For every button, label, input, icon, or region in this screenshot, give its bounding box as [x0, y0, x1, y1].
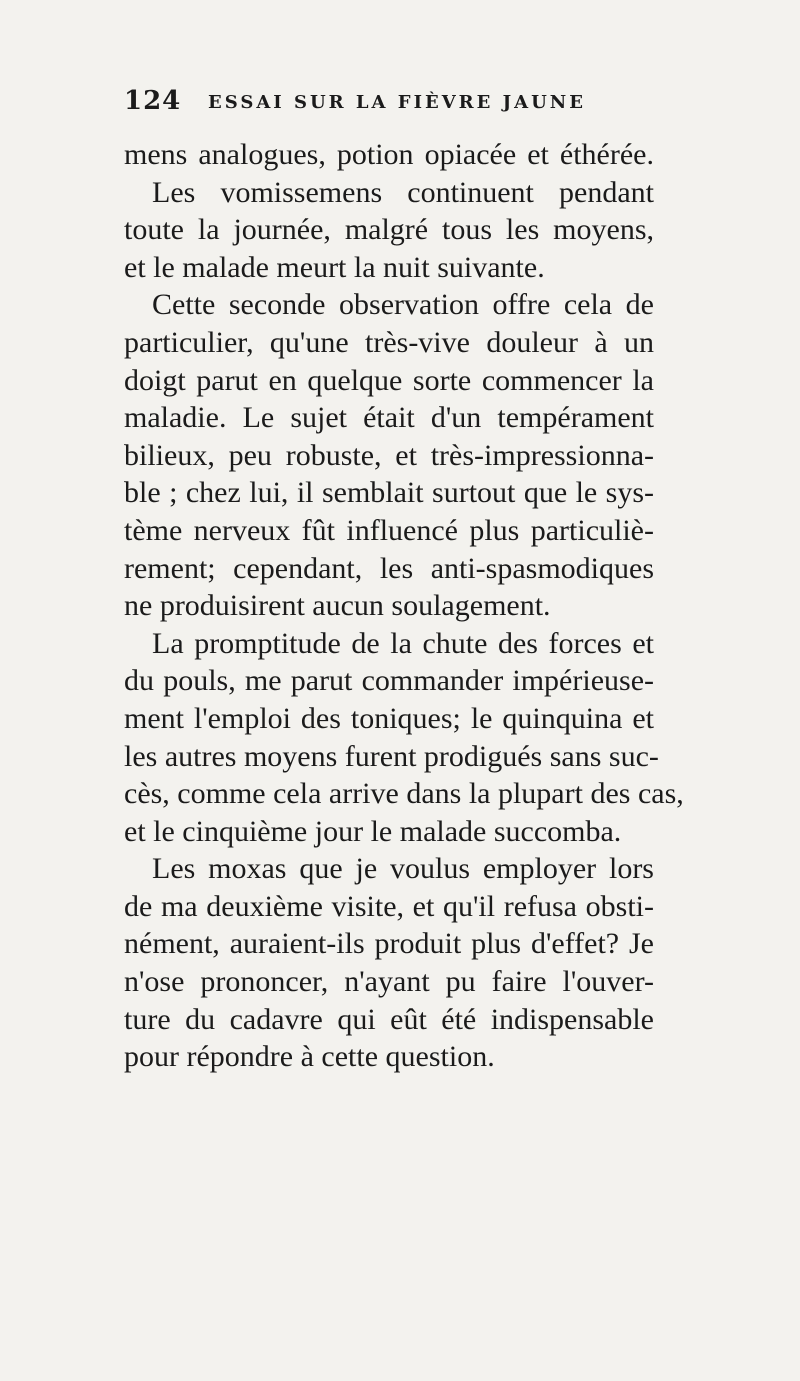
text-line: n'ose prononcer, n'ayant pu faire l'ouver-	[124, 965, 654, 999]
running-header	[124, 86, 644, 126]
text-line: ble ; chez lui, il semblait surtout que le sys-	[124, 476, 654, 510]
text-line: ne produisirent aucun soulagement.	[124, 589, 551, 623]
running-title: ESSAI SUR LA FIÈVRE JAUNE	[208, 92, 586, 113]
text-line: Les vomissemens continuent pendant	[152, 175, 654, 209]
text-line: mens analogues, potion opiacée et éthérée.	[124, 138, 654, 171]
text-line: cès, comme cela arrive dans la plupart des cas,	[124, 777, 684, 811]
text-line: doigt parut en quelque sorte commencer la	[124, 363, 654, 397]
text-line: et le cinquième jour le malade succomba.	[124, 814, 622, 848]
text-line: tème nerveux fût influencé plus particuliè-	[124, 513, 654, 547]
text-line: pour répondre à cette question.	[124, 1040, 495, 1074]
page-number: 124	[124, 86, 182, 116]
text-line: ture du cadavre qui eût été indispensable	[124, 1002, 654, 1036]
text-line: Les moxas que je voulus employer lors	[152, 852, 654, 886]
text-line: rement; cependant, les anti-spasmodiques	[124, 551, 654, 585]
text-line: Cette seconde observation offre cela de	[152, 288, 654, 322]
text-line: bilieux, peu robuste, et très-impressionna-	[124, 438, 654, 472]
text-line: ment l'emploi des toniques; le quinquina et	[124, 701, 654, 735]
text-line: et le malade meurt la nuit suivante.	[124, 250, 545, 284]
text-line: nément, auraient-ils produit plus d'effet? Je	[124, 927, 654, 961]
body-text	[124, 136, 684, 1076]
text-line: toute la journée, malgré tous les moyens,	[124, 213, 654, 247]
text-line: La promptitude de la chute des forces et	[152, 626, 654, 660]
text-line: de ma deuxième visite, et qu'il refusa obsti-	[124, 889, 654, 923]
text-line: particulier, qu'une très-vive douleur à un	[124, 325, 654, 359]
text-line: maladie. Le sujet était d'un tempérament	[124, 401, 654, 435]
text-line: les autres moyens furent prodigués sans suc-	[124, 739, 659, 773]
text-line: du pouls, me parut commander impérieuse-	[124, 664, 654, 698]
